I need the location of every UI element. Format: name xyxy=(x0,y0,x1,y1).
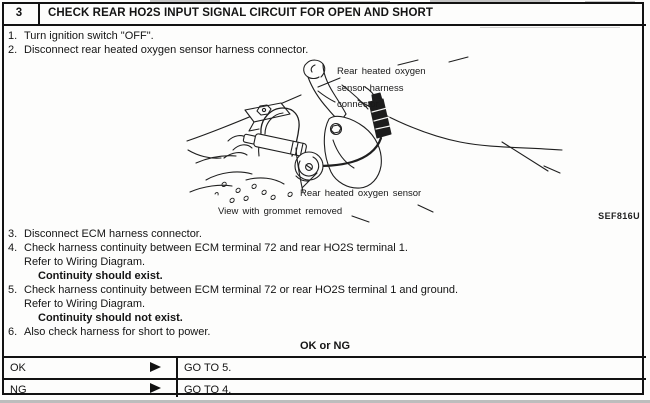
step-text: Turn ignition switch "OFF". xyxy=(24,30,154,42)
step-text: Disconnect rear heated oxygen sensor harness connector. xyxy=(24,44,309,56)
expected-result: Continuity should not exist. xyxy=(38,312,183,324)
step-number: 3. xyxy=(8,228,18,240)
step-number: 2. xyxy=(8,44,18,56)
arrow-right-icon xyxy=(150,383,161,393)
step-subtext: Refer to Wiring Diagram. xyxy=(24,298,146,310)
diagnostic-step-number: 3 xyxy=(15,7,23,19)
mounting-bracket-left xyxy=(245,103,290,131)
result-action: GO TO 4. xyxy=(184,383,232,396)
step-number: 1. xyxy=(8,30,18,42)
figure-code: SEF816U xyxy=(598,211,640,221)
label-connector-line1: Rear heated oxygen xyxy=(337,66,426,77)
step-number: 6. xyxy=(8,326,18,338)
result-prompt: OK or NG xyxy=(299,340,351,352)
step-text: Disconnect ECM harness connector. xyxy=(24,228,202,240)
result-action: GO TO 5. xyxy=(184,362,232,374)
step-text: Check harness continuity between ECM terminal 72 or rear HO2S terminal 1 and ground. xyxy=(24,284,459,296)
label-sensor: Rear heated oxygen sensor xyxy=(300,188,422,199)
label-view-note: View with grommet removed xyxy=(218,206,343,217)
result-outcome: OK xyxy=(10,362,26,374)
step-text: Check harness continuity between ECM terminal 72 and rear HO2S terminal 1. xyxy=(24,242,408,254)
results-row-divider xyxy=(4,356,646,358)
step-number: 4. xyxy=(8,242,18,254)
diagnostic-step-title: CHECK REAR HO2S INPUT SIGNAL CIRCUIT FOR OPEN AND SHORT xyxy=(48,7,434,19)
step-text: Also check harness for short to power. xyxy=(24,326,211,338)
result-outcome: NG xyxy=(10,383,27,396)
label-connector-line3: connector xyxy=(337,99,379,110)
results-row-divider xyxy=(4,378,646,380)
arrow-right-icon xyxy=(150,362,161,372)
label-connector-line2: sensor harness xyxy=(337,83,404,94)
results-column-divider xyxy=(176,358,178,397)
step-subtext: Refer to Wiring Diagram. xyxy=(24,256,146,268)
step-number: 5. xyxy=(8,284,18,296)
expected-result: Continuity should exist. xyxy=(38,270,163,282)
